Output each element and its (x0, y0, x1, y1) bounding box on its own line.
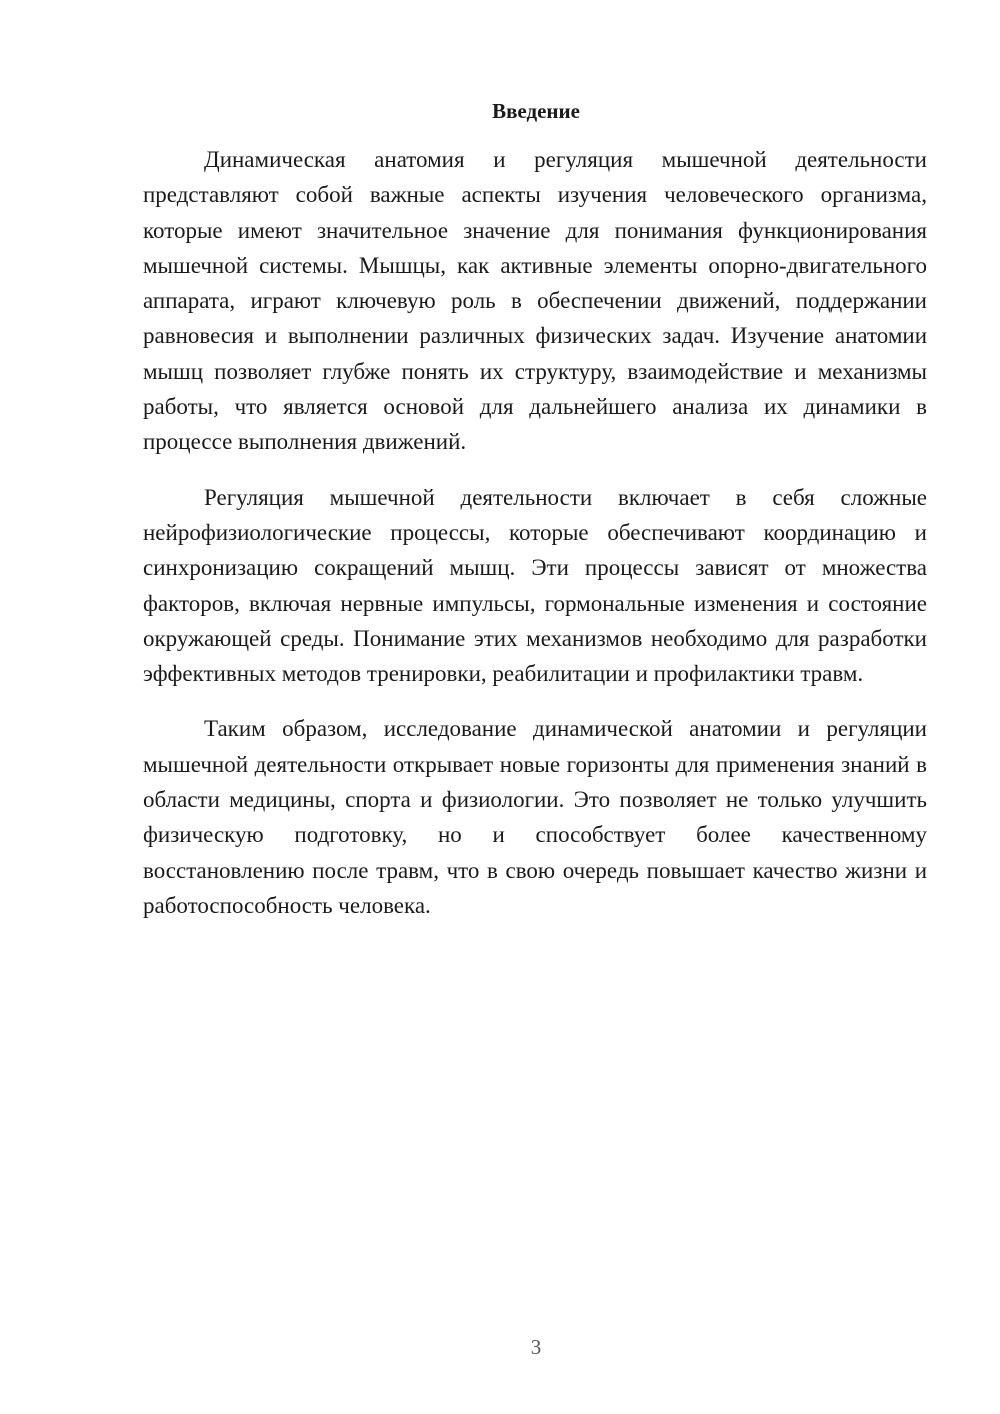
section-title: Введение (492, 99, 580, 123)
document-body (143, 142, 927, 943)
paragraph-2: Регуляция мышечной деятельности включает в себя сложные нейрофизиологические процессы, которые обеспечивают координацию и синхронизацию сокращений мышц. Эти процессы зависят от множества факторов, включая нервные импульсы, гормональные изменения и состояние окружающей среды. Понимание этих механизмов необходимо для разработки эффективных методов тренировки, реабилитации и профилактики травм. (143, 484, 927, 687)
paragraph-1: Динамическая анатомия и регуляция мышечной деятельности представляют собой важные аспекты изучения человеческого организма, которые имеют значительное значение для понимания функционирования мышечной системы. Мышцы, как активные элементы опорно-двигательного аппарата, играют ключевую роль в обеспечении движений, поддержании равновесия и выполнении различных физических задач. Изучение анатомии мышц позволяет глубже понять их структуру, взаимодействие и механизмы работы, что является основой для дальнейшего анализа их динамики в процессе выполнения движений. (143, 147, 927, 455)
page-number: 3 (530, 1335, 542, 1359)
paragraph-3: Таким образом, исследование динамической анатомии и регуляции мышечной деятельности открывает новые горизонты для применения знаний в области медицины, спорта и физиологии. Это позволяет не только улучшить физическую подготовку, но и способствует более качественному восстановлению после травм, что в свою очередь повышает качество жизни и работоспособность человека. (143, 716, 927, 918)
